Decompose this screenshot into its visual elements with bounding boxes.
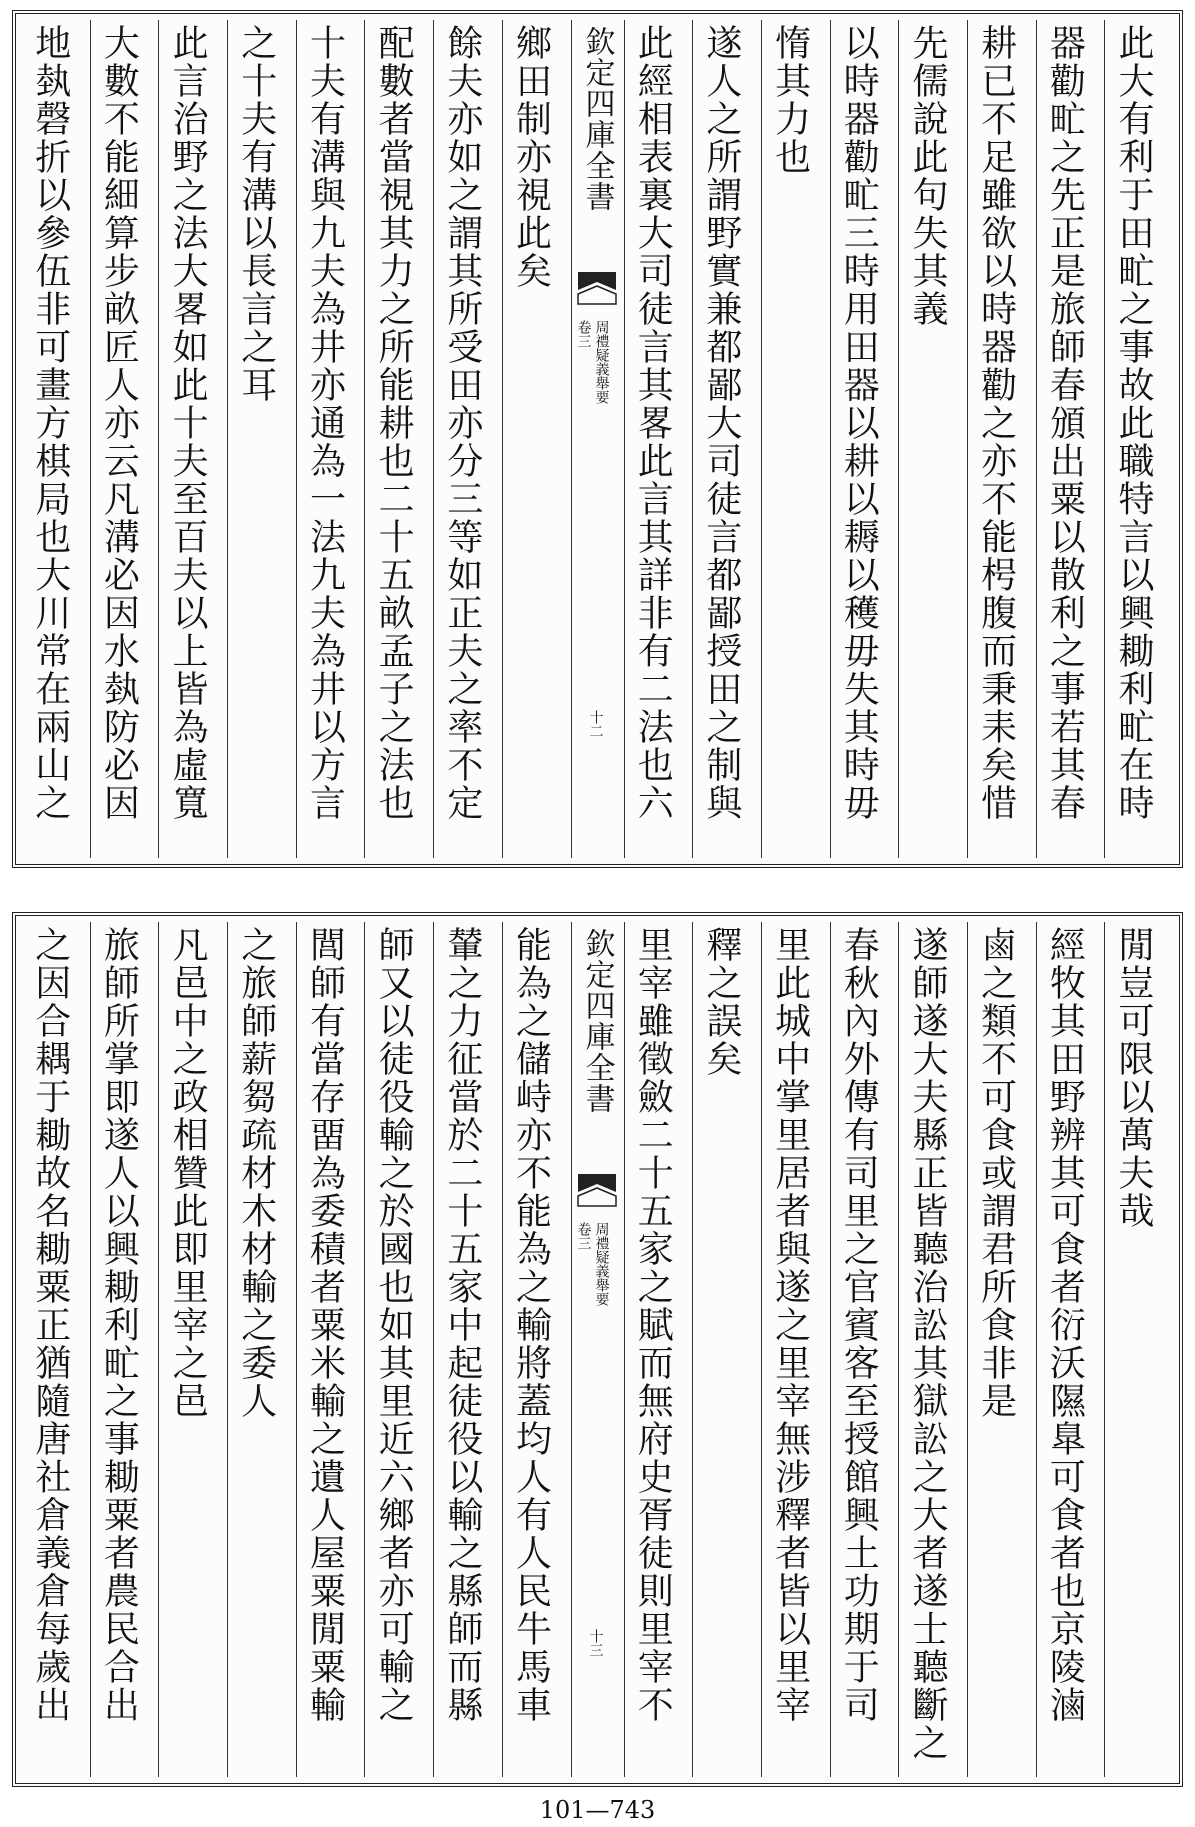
- text-column: 地埶磬折以參伍非可畫方棋局也大川常在兩山之: [29, 24, 71, 822]
- center-spine: [571, 20, 624, 858]
- text-column: 釋之誤矣: [692, 922, 761, 1777]
- text-column: 此經相表裏大司徒言其畧此言其詳非有二法也六: [624, 20, 693, 858]
- library-title: 欽定四庫全書: [579, 928, 615, 1114]
- fish-tail-mark-icon: [576, 1172, 618, 1208]
- text-column: 師又以徒役輸之於國也如其里近六鄉者亦可輸之: [364, 922, 433, 1777]
- text-column: 閭師有當存畱為委積者粟米輸之遺人屋粟閒粟輸: [296, 922, 365, 1777]
- text-column: 春秋內外傳有司里之官賓客至授館興土功期于司: [830, 922, 899, 1777]
- text-column: 遂人之所謂野實兼都鄙大司徒言都鄙授田之制與: [692, 20, 761, 858]
- book-title: 周禮疑義舉要: [593, 320, 610, 404]
- text-column: 經牧其田野辨其可食者衍沃隰臯可食者也京陵滷: [1036, 922, 1105, 1777]
- text-column: 里此城中掌里居者與遂之里宰無涉釋者皆以里宰: [761, 922, 830, 1777]
- text-column: 配數者當視其力之所能耕也二十五畝孟子之法也: [364, 20, 433, 858]
- volume-label: 卷三: [575, 320, 592, 348]
- text-column: 輦之力征當於二十五家中起徒役以輸之縣師而縣: [433, 922, 502, 1777]
- fish-tail-mark-icon: [576, 270, 618, 306]
- bottom-page-frame: [12, 912, 1183, 1787]
- leaf-number: 十三: [587, 1629, 604, 1657]
- top-columns: [22, 20, 1173, 858]
- top-page-frame: [12, 10, 1183, 868]
- bottom-columns: [22, 922, 1173, 1777]
- volume-label: 卷三: [575, 1222, 592, 1250]
- page-number: 101—743: [539, 1796, 656, 1824]
- text-column: 耕已不足雖欲以時器勸之亦不能枵腹而秉耒矣惜: [967, 20, 1036, 858]
- text-column: 里宰雖徵斂二十五家之賦而無府史胥徒則里宰不: [624, 922, 693, 1777]
- text-column: 大數不能細算步畝匠人亦云凡溝必因水埶防必因: [90, 20, 159, 858]
- text-column: 旅師所掌即遂人以興耡利甿之事耡粟者農民合出: [90, 922, 159, 1777]
- text-column: 閒豈可限以萬夫哉: [1104, 922, 1173, 1777]
- text-column: 餘夫亦如之謂其所受田亦分三等如正夫之率不定: [433, 20, 502, 858]
- text-column: 鄉田制亦視此矣: [502, 20, 571, 858]
- text-column: 惰其力也: [761, 20, 830, 858]
- text-column: 能為之儲峙亦不能為之輸將蓋均人有人民牛馬車: [502, 922, 571, 1777]
- text-column: 先儒說此句失其義: [898, 20, 967, 858]
- text-column: 此大有利于田甿之事故此職特言以興耡利甿在時: [1104, 20, 1173, 858]
- leaf-number: 十二: [587, 710, 604, 738]
- text-column: 器勸甿之先正是旅師春頒出粟以散利之事若其春: [1036, 20, 1105, 858]
- text-column: 以時器勸甿三時用田器以耕以耨以穫毋失其時毋: [830, 20, 899, 858]
- text-column: 之因合耦于耡故名耡粟正猶隨唐社倉義倉每歲出: [29, 926, 71, 1724]
- library-title: 欽定四庫全書: [579, 26, 615, 212]
- book-title: 周禮疑義舉要: [593, 1222, 610, 1306]
- text-column: 十夫有溝與九夫為井亦通為一法九夫為井以方言: [296, 20, 365, 858]
- center-spine: [571, 922, 624, 1777]
- text-column: 此言治野之法大畧如此十夫至百夫以上皆為虛寬: [158, 20, 227, 858]
- text-column: 之十夫有溝以長言之耳: [227, 20, 296, 858]
- text-column: 之旅師薪芻疏材木材輸之委人: [227, 922, 296, 1777]
- text-column: 鹵之類不可食或謂君所食非是: [967, 922, 1036, 1777]
- text-column: 凡邑中之政相贊此即里宰之邑: [158, 922, 227, 1777]
- text-column: 遂師遂大夫縣正皆聽治訟其獄訟之大者遂士聽斷之: [898, 922, 967, 1777]
